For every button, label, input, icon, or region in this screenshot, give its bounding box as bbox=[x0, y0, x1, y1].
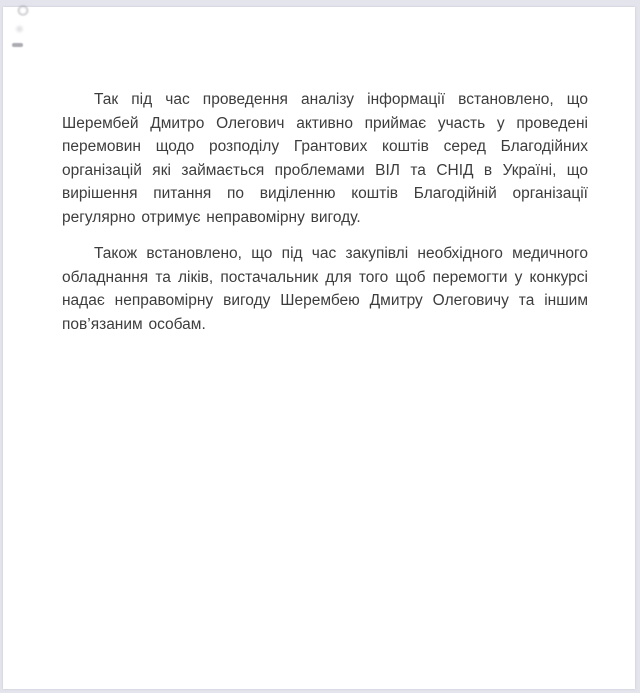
scan-smudge-icon bbox=[17, 5, 29, 16]
paragraph-1: Так під час проведення аналізу інформації встановлено, що Шерембей Дмитро Олегович активно приймає участь у проведені перемовин щодо розподілу Грантових коштів серед Благодійних організацій які займається проблемами ВІЛ та СНІД в Україні, що вирішення питання по виділенню коштів Благодійній організації регулярно отримує неправомірну вигоду. bbox=[62, 91, 588, 226]
document-text-block bbox=[62, 88, 588, 349]
scan-smudge-icon bbox=[15, 25, 24, 33]
paragraph-2: Також встановлено, що під час закупівлі необхідного медичного обладнання та ліків, постачальник для того щоб перемогти у конкурсі надає неправомірну вигоду Шерембею Дмитру Олеговичу та іншим пов’язаним особам. bbox=[62, 245, 588, 333]
scan-dash-mark bbox=[12, 43, 23, 47]
document-page bbox=[3, 7, 635, 689]
